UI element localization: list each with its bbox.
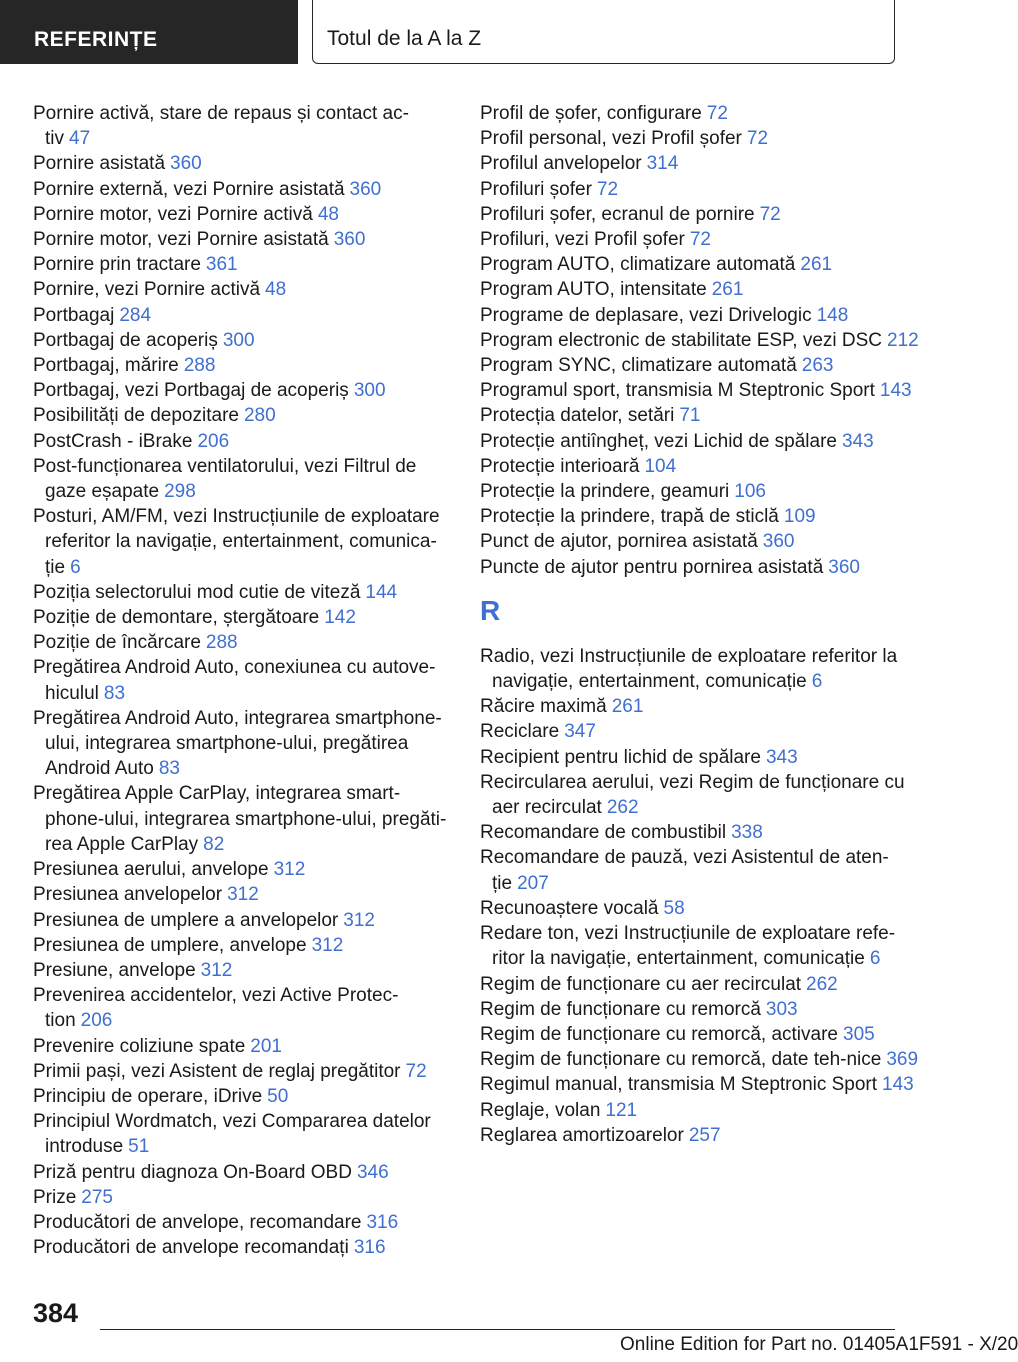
page-reference-link[interactable]: 262 <box>806 973 838 995</box>
index-entry-text: Protecția datelor, setări <box>480 405 675 427</box>
index-entry <box>33 1109 453 1159</box>
index-entry <box>480 454 925 479</box>
page-reference-link[interactable]: 72 <box>746 128 769 150</box>
index-entry-text: Portbagaj, mărire <box>33 355 179 377</box>
index-entry <box>480 252 925 277</box>
page-reference-link[interactable]: 360 <box>828 556 860 578</box>
index-entry-text: Pornire asistată <box>33 153 166 175</box>
page-reference-link[interactable]: 314 <box>646 153 679 175</box>
index-entry-text: Profilul anvelopelor <box>480 153 642 175</box>
index-entry-text: Reglarea amortizoarelor <box>480 1124 684 1146</box>
page-reference-link[interactable]: 143 <box>879 380 912 402</box>
index-entry-text: Profiluri șofer, ecranul de pornire <box>480 203 755 225</box>
index-entry <box>480 429 925 454</box>
index-entry-text: Protecție la prindere, trapă de sticlă <box>480 506 779 528</box>
index-entry <box>33 504 453 580</box>
page-reference-link[interactable]: 109 <box>783 506 816 528</box>
page-reference-link[interactable]: 360 <box>762 531 795 553</box>
index-entry <box>33 454 453 504</box>
index-entry <box>480 378 925 403</box>
index-entry-text: Program SYNC, climatizare automată <box>480 355 797 377</box>
index-entry-text: Reglaje, volan <box>480 1099 601 1121</box>
page-reference-link[interactable]: 6 <box>811 671 823 693</box>
page-reference-link[interactable]: 275 <box>81 1186 113 1208</box>
page-reference-link[interactable]: 261 <box>800 254 833 276</box>
index-entry-text: Pornire motor, vezi Pornire asistată <box>33 229 329 251</box>
index-entry <box>33 933 453 958</box>
index-entry <box>33 277 453 302</box>
index-entry-text: Recomandare de pauză, vezi Asistentul de aten-ție <box>480 847 889 894</box>
page-reference-link[interactable]: 312 <box>311 934 344 956</box>
index-entry <box>33 655 453 705</box>
index-entry <box>480 921 925 971</box>
index-entry-text: Post-funcționarea ventilatorului, vezi Filtrul de gaze eșapate <box>33 455 417 503</box>
index-entry-text: Răcire maximă <box>480 696 607 718</box>
index-entry-text: Program AUTO, intensitate <box>480 279 707 301</box>
index-entry <box>480 353 925 378</box>
index-entry <box>480 177 925 202</box>
index-entry <box>480 820 925 845</box>
index-column-left <box>33 101 453 1260</box>
index-entry-text: Regimul manual, transmisia M Steptronic Sport <box>480 1074 878 1096</box>
page-reference-link[interactable]: 298 <box>164 481 196 503</box>
index-entry <box>33 1059 453 1084</box>
page-reference-link[interactable]: 300 <box>353 380 386 402</box>
index-entry <box>480 997 925 1022</box>
index-entry-text: Presiunea de umplere a anvelopelor <box>33 909 339 931</box>
index-entry <box>480 972 925 997</box>
index-entry <box>33 303 453 328</box>
page-reference-link[interactable]: 72 <box>689 229 711 251</box>
page-reference-link[interactable]: 201 <box>250 1035 282 1057</box>
index-entry-text: Recircularea aerului, vezi Regim de funcționare cu aer recirculat <box>480 771 905 819</box>
index-entry <box>33 706 453 782</box>
index-entry <box>480 529 925 554</box>
index-entry-text: Primii pași, vezi Asistent de reglaj pregătitor <box>33 1060 401 1082</box>
index-entry-text: Prize <box>33 1186 77 1208</box>
chapter-title-tab: Totul de la A la Z <box>312 0 895 64</box>
index-entry <box>33 605 453 630</box>
page-reference-link[interactable]: 104 <box>644 455 677 477</box>
page-reference-link[interactable]: 312 <box>273 859 306 881</box>
index-entry <box>480 1072 925 1097</box>
page-reference-link[interactable]: 360 <box>333 229 366 251</box>
index-entry-text: Regim de funcționare cu remorcă, activare <box>480 1023 838 1045</box>
index-entry-text: Protecție la prindere, geamuri <box>480 481 730 503</box>
index-entry-text: Redare ton, vezi Instrucțiunile de exploatare refe-ritor la navigație, entertainment, comunicație <box>480 923 896 970</box>
index-entry <box>480 845 925 895</box>
index-entry-text: Programe de deplasare, vezi Drivelogic <box>480 304 812 326</box>
index-entry <box>33 580 453 605</box>
index-entry-text: Poziție de demontare, ștergătoare <box>33 607 320 629</box>
index-entry-text: Presiunea de umplere, anvelope <box>33 934 307 956</box>
index-entry <box>480 694 925 719</box>
index-entry <box>480 770 925 820</box>
index-entry-text: Principiul Wordmatch, vezi Compararea datelor introduse <box>33 1111 431 1158</box>
index-entry <box>480 277 925 302</box>
index-entry-text: Regim de funcționare cu remorcă, date teh-nice <box>480 1049 882 1071</box>
index-entry <box>480 555 925 580</box>
page-reference-link[interactable]: 300 <box>222 329 255 351</box>
page-reference-link[interactable]: 142 <box>324 607 356 629</box>
index-entry <box>480 202 925 227</box>
index-entry <box>33 958 453 983</box>
page-reference-link[interactable]: 121 <box>605 1099 638 1121</box>
index-entry-text: Programul sport, transmisia M Steptronic Sport <box>480 380 875 402</box>
index-entry-text: Pregătirea Android Auto, integrarea smartphone-ului, integrarea smartphone-ului, pregătirea Android Auto <box>33 707 442 780</box>
index-entry <box>33 252 453 277</box>
page-reference-link[interactable]: 83 <box>158 758 180 780</box>
page-reference-link[interactable]: 48 <box>317 203 339 225</box>
page-reference-link[interactable]: 207 <box>517 872 549 894</box>
index-entry <box>33 781 453 857</box>
index-entry-text: Principiu de operare, iDrive <box>33 1085 263 1107</box>
index-entry <box>480 403 925 428</box>
index-entry <box>33 328 453 353</box>
page-reference-link[interactable]: 305 <box>843 1023 875 1045</box>
index-entry <box>33 857 453 882</box>
index-entry-text: Pregătirea Apple CarPlay, integrarea smart-phone-ului, integrarea smartphone-ului, pregăti-rea Apple CarPlay <box>33 783 447 855</box>
index-entry-text: Radio, vezi Instrucțiunile de exploatare referitor la navigație, entertainment, comunicație <box>480 645 898 693</box>
index-entry-text: Presiunea anvelopelor <box>33 884 223 906</box>
index-entry-text: Prevenirea accidentelor, vezi Active Protec-tion <box>33 985 399 1032</box>
index-entry-text: Portbagaj <box>33 304 115 326</box>
page-reference-link[interactable]: 312 <box>227 884 259 906</box>
index-entry-text: Posturi, AM/FM, vezi Instrucțiunile de exploatare referitor la navigație, entertainment, comunica-ție <box>33 506 440 578</box>
index-entry-text: Pregătirea Android Auto, conexiunea cu autove-hiculul <box>33 657 436 704</box>
page-reference-link[interactable]: 284 <box>119 304 152 326</box>
index-entry <box>33 202 453 227</box>
page-reference-link[interactable]: 51 <box>128 1136 150 1158</box>
index-entry-text: Poziția selectorului mod cutie de viteză <box>33 581 361 603</box>
index-entry <box>480 644 925 694</box>
page-reference-link[interactable]: 143 <box>882 1074 914 1096</box>
page-reference-link[interactable]: 343 <box>842 430 874 452</box>
index-entry-text: Poziție de încărcare <box>33 632 201 654</box>
page-reference-link[interactable]: 316 <box>353 1237 386 1259</box>
page-reference-link[interactable]: 212 <box>887 329 919 351</box>
page-reference-link[interactable]: 6 <box>869 948 881 970</box>
page-reference-link[interactable]: 72 <box>706 103 728 124</box>
index-entry <box>480 1098 925 1123</box>
page-reference-link[interactable]: 261 <box>711 279 744 301</box>
index-entry <box>33 429 453 454</box>
index-entry <box>480 1123 925 1148</box>
section-letter-r: R <box>480 594 501 626</box>
page-reference-link[interactable]: 347 <box>564 721 596 743</box>
page-reference-link[interactable]: 280 <box>243 405 276 427</box>
index-entry <box>480 1022 925 1047</box>
index-entry <box>480 227 925 252</box>
index-entry-text: Profil de șofer, configurare <box>480 103 702 124</box>
page-reference-link[interactable]: 58 <box>663 897 685 919</box>
page-reference-link[interactable]: 72 <box>596 178 619 200</box>
footer-edition: Online Edition for Part no. 01405A1F591 - X/20 <box>620 1334 1018 1355</box>
index-entry <box>33 151 453 176</box>
page-reference-link[interactable]: 47 <box>69 128 91 150</box>
page-reference-link[interactable]: 50 <box>267 1085 289 1107</box>
page-reference-link[interactable]: 369 <box>886 1049 919 1071</box>
index-entry-text: Regim de funcționare cu aer recirculat <box>480 973 802 995</box>
index-entry <box>33 353 453 378</box>
page-reference-link[interactable]: 343 <box>765 746 798 768</box>
index-entry-text: Pornire prin tractare <box>33 254 201 276</box>
index-group-r <box>480 644 925 1148</box>
page-reference-link[interactable]: 312 <box>343 909 375 931</box>
page-reference-link[interactable]: 48 <box>265 279 287 301</box>
index-entry <box>480 101 925 126</box>
index-entry-text: Presiune, anvelope <box>33 959 196 981</box>
index-entry-text: Puncte de ajutor pentru pornirea asistată <box>480 556 824 578</box>
index-entry <box>33 1084 453 1109</box>
index-entry <box>480 126 925 151</box>
section-tab: REFERINȚE <box>0 0 298 64</box>
index-entry-text: Presiunea aerului, anvelope <box>33 859 269 881</box>
index-entry <box>33 227 453 252</box>
index-entry <box>480 303 925 328</box>
index-entry-text: Posibilități de depozitare <box>33 405 239 427</box>
index-entry-text: Priză pentru diagnoza On-Board OBD <box>33 1161 352 1183</box>
page-reference-link[interactable]: 261 <box>611 696 644 718</box>
index-entry-text: Protecție antiîngheț, vezi Lichid de spălare <box>480 430 837 452</box>
page-reference-link[interactable]: 316 <box>366 1211 399 1233</box>
page-reference-link[interactable]: 144 <box>365 581 398 603</box>
page-reference-link[interactable]: 106 <box>734 481 766 503</box>
page-reference-link[interactable]: 257 <box>688 1124 721 1146</box>
index-entry-text: Pornire activă, stare de repaus și contact ac-tiv <box>33 103 409 150</box>
index-entry <box>33 1034 453 1059</box>
page-reference-link[interactable]: 360 <box>170 153 202 175</box>
index-group-p <box>480 101 925 580</box>
page-reference-link[interactable]: 338 <box>731 822 763 844</box>
index-entry-text: Profiluri șofer <box>480 178 592 200</box>
index-entry-text: Reciclare <box>480 721 560 743</box>
page-reference-link[interactable]: 361 <box>205 254 238 276</box>
page-reference-link[interactable]: 262 <box>606 797 639 819</box>
index-entry <box>33 403 453 428</box>
index-entry-text: Producători de anvelope, recomandare <box>33 1211 362 1233</box>
index-entry <box>33 1235 453 1260</box>
index-entry <box>33 1160 453 1185</box>
index-entry-text: Portbagaj de acoperiș <box>33 329 218 351</box>
index-entry <box>480 1047 925 1072</box>
index-entry <box>33 983 453 1033</box>
index-entry <box>33 378 453 403</box>
index-entry-text: Recunoaștere vocală <box>480 897 659 919</box>
page-reference-link[interactable]: 6 <box>70 556 81 578</box>
index-entry-text: Pornire externă, vezi Pornire asistată <box>33 178 345 200</box>
page-reference-link[interactable]: 288 <box>183 355 216 377</box>
index-entry-text: Pornire motor, vezi Pornire activă <box>33 203 313 225</box>
footer-divider <box>100 1329 895 1330</box>
index-entry <box>480 151 925 176</box>
page-reference-link[interactable]: 206 <box>197 430 230 452</box>
index-entry <box>33 630 453 655</box>
index-entry-text: Profil personal, vezi Profil șofer <box>480 128 742 150</box>
index-entry-text: Regim de funcționare cu remorcă <box>480 998 761 1020</box>
page-reference-link[interactable]: 71 <box>679 405 701 427</box>
page-reference-link[interactable]: 263 <box>801 355 834 377</box>
index-entry-text: Program AUTO, climatizare automată <box>480 254 796 276</box>
index-entry <box>33 908 453 933</box>
index-entry <box>480 479 925 504</box>
page-reference-link[interactable]: 72 <box>759 203 781 225</box>
index-entry <box>33 1185 453 1210</box>
index-entry <box>33 882 453 907</box>
index-entry-text: Punct de ajutor, pornirea asistată <box>480 531 758 553</box>
index-entry <box>480 745 925 770</box>
page-reference-link[interactable]: 360 <box>349 178 382 200</box>
index-entry-text: Recipient pentru lichid de spălare <box>480 746 761 768</box>
page-reference-link[interactable]: 83 <box>103 682 126 704</box>
index-entry-text: Recomandare de combustibil <box>480 822 727 844</box>
index-entry-text: Protecție interioară <box>480 455 640 477</box>
index-entry <box>480 719 925 744</box>
page-reference-link[interactable]: 148 <box>816 304 849 326</box>
index-entry <box>480 328 925 353</box>
index-column-right <box>480 101 925 1148</box>
page-reference-link[interactable]: 288 <box>205 632 238 654</box>
index-entry <box>33 101 453 151</box>
index-entry-text: Profiluri, vezi Profil șofer <box>480 229 685 251</box>
page-reference-link[interactable]: 303 <box>765 998 798 1020</box>
index-entry <box>33 177 453 202</box>
index-entry-text: Program electronic de stabilitate ESP, vezi DSC <box>480 329 882 351</box>
index-entry-text: Portbagaj, vezi Portbagaj de acoperiș <box>33 380 349 402</box>
index-entry-text: Pornire, vezi Pornire activă <box>33 279 261 301</box>
page-number: 384 <box>33 1298 79 1328</box>
index-entry <box>480 504 925 529</box>
page-reference-link[interactable]: 82 <box>203 833 225 855</box>
page-reference-link[interactable]: 72 <box>405 1060 427 1082</box>
index-entry-text: Producători de anvelope recomandați <box>33 1237 349 1259</box>
index-entry-text: Prevenire coliziune spate <box>33 1035 246 1057</box>
page-reference-link[interactable]: 346 <box>356 1161 389 1183</box>
page-reference-link[interactable]: 312 <box>200 959 233 981</box>
index-entry-text: PostCrash - iBrake <box>33 430 193 452</box>
page-reference-link[interactable]: 206 <box>80 1010 113 1032</box>
index-entry <box>33 1210 453 1235</box>
index-entry <box>480 896 925 921</box>
